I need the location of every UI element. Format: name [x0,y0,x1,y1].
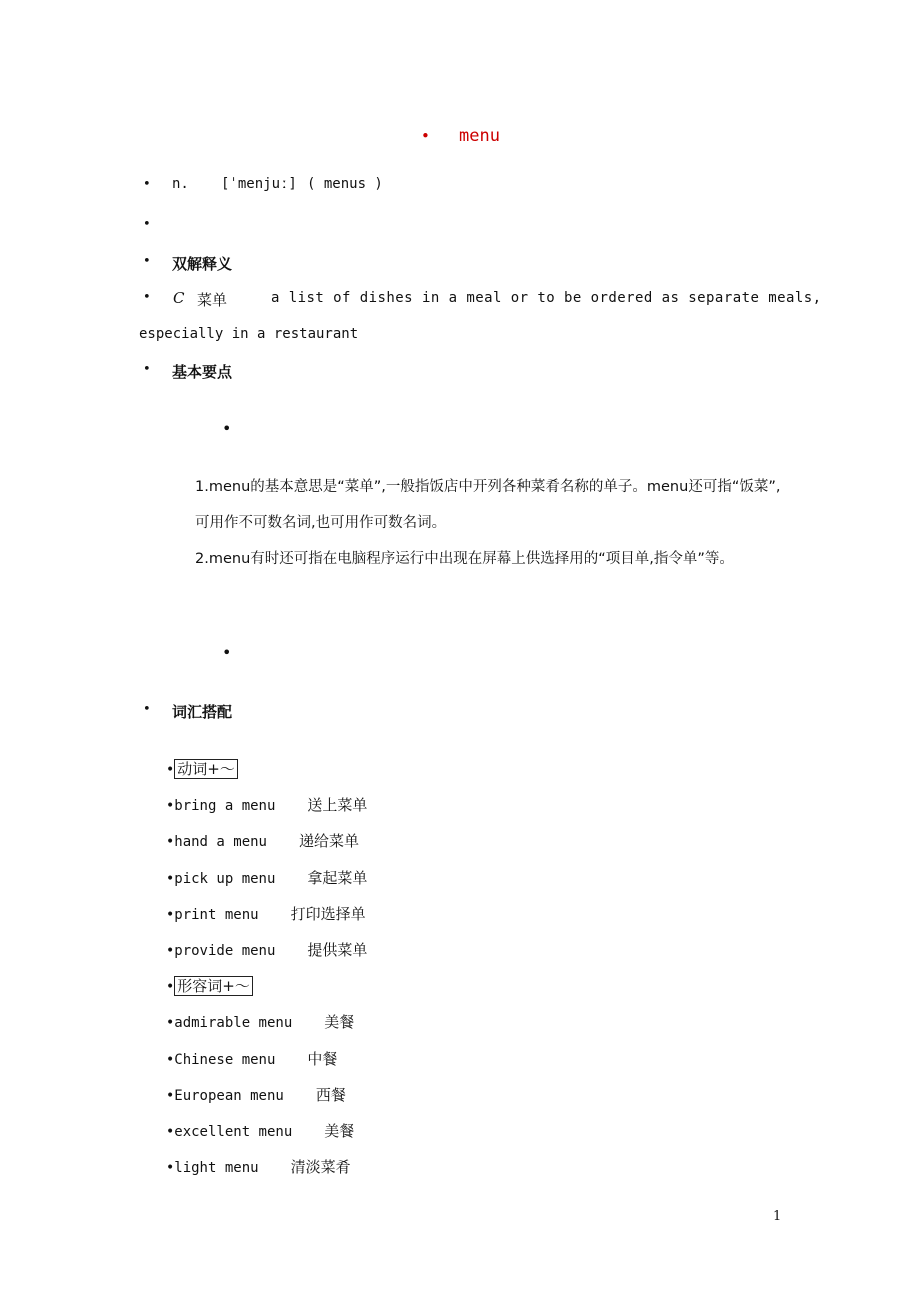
collocation-bullet: • [166,1124,175,1140]
collocation-cn: 送上菜单 [307,796,368,815]
definition-en-line1: a list of dishes in a meal or to be ordered as separate meals, [271,290,822,306]
collocation-item [166,903,366,924]
sub-bullet: • [222,643,232,662]
section-bullet: • [143,362,151,377]
section-bullet: • [143,254,151,269]
section-heading-key-points: 基本要点 [172,363,233,381]
collocation-item [166,794,367,815]
collocation-bullet: • [166,798,175,815]
key-point-1: 1.menu的基本意思是“菜单”,一般指饭店中开列各种菜肴名称的单子。menu还可指“饭菜”,可用作不可数名词,也可用作可数名词。 [195,479,781,531]
empty-bullet: • [143,217,151,232]
collocation-en: excellent menu [174,1124,293,1140]
part-of-speech: n. [172,176,189,192]
collocation-bullet: • [166,762,175,778]
collocation-en: print menu [174,906,259,923]
collocation-en: European menu [174,1087,284,1104]
collocation-bullet: • [166,834,175,851]
collocation-en: light menu [174,1160,259,1177]
key-point-2: 2.menu有时还可指在电脑程序运行中出现在屏幕上供选择用的“项目单,指令单”等。 [195,551,734,567]
collocation-bullet: • [166,870,175,887]
collocation-en: Chinese menu [174,1051,276,1068]
definition-en-line2: especially in a restaurant [139,326,359,342]
definition-cn: 菜单 [197,291,228,309]
collocation-item [166,830,359,851]
collocation-cn: 提供菜单 [307,941,368,959]
collocation-item [166,1084,346,1105]
collocation-bullet: • [166,1051,175,1068]
collocation-item [166,867,367,888]
collocation-bullet: • [166,943,175,959]
pronunciation: [ˈmenjuː] [221,176,297,192]
collocation-header-label: 形容词+～ [174,976,253,996]
title-bullet: • [421,127,430,145]
collocation-group-header [166,758,238,779]
collocation-item [166,1048,337,1069]
section-heading-collocations: 词汇搭配 [172,703,233,721]
collocation-cn: 递给菜单 [298,832,359,851]
collocation-item [166,1120,354,1141]
section-heading-dual-definition: 双解释义 [172,255,233,273]
collocation-en: provide menu [174,943,276,959]
collocation-en: admirable menu [174,1015,293,1032]
collocation-bullet: • [166,1087,175,1104]
collocation-bullet: • [166,906,175,923]
collocation-bullet: • [166,1015,175,1032]
countable-label: C [173,289,185,307]
page-number: 1 [773,1209,782,1224]
collocation-bullet: • [166,1160,175,1177]
entry-bullet: • [143,177,151,192]
definition-bullet: • [143,290,151,305]
plural-form: ( menus ) [307,176,383,192]
collocation-en: bring a menu [174,798,276,815]
collocation-cn: 美餐 [324,1013,355,1032]
collocation-en: hand a menu [174,834,267,851]
collocation-cn: 中餐 [307,1049,338,1068]
collocation-item [166,1011,354,1032]
collocation-cn: 美餐 [324,1122,355,1140]
sub-bullet: • [222,419,232,438]
collocation-en: pick up menu [174,870,276,887]
section-bullet: • [143,702,151,717]
collocation-item [166,1156,351,1177]
collocation-item [166,939,367,960]
page-title: menu [459,126,500,146]
collocation-cn: 拿起菜单 [307,868,368,887]
collocation-group-header [166,975,253,996]
collocation-cn: 清淡菜肴 [290,1158,351,1177]
collocation-bullet: • [166,979,175,996]
collocation-cn: 打印选择单 [290,904,366,923]
collocation-header-label: 动词+～ [174,759,238,779]
collocation-cn: 西餐 [315,1085,346,1104]
